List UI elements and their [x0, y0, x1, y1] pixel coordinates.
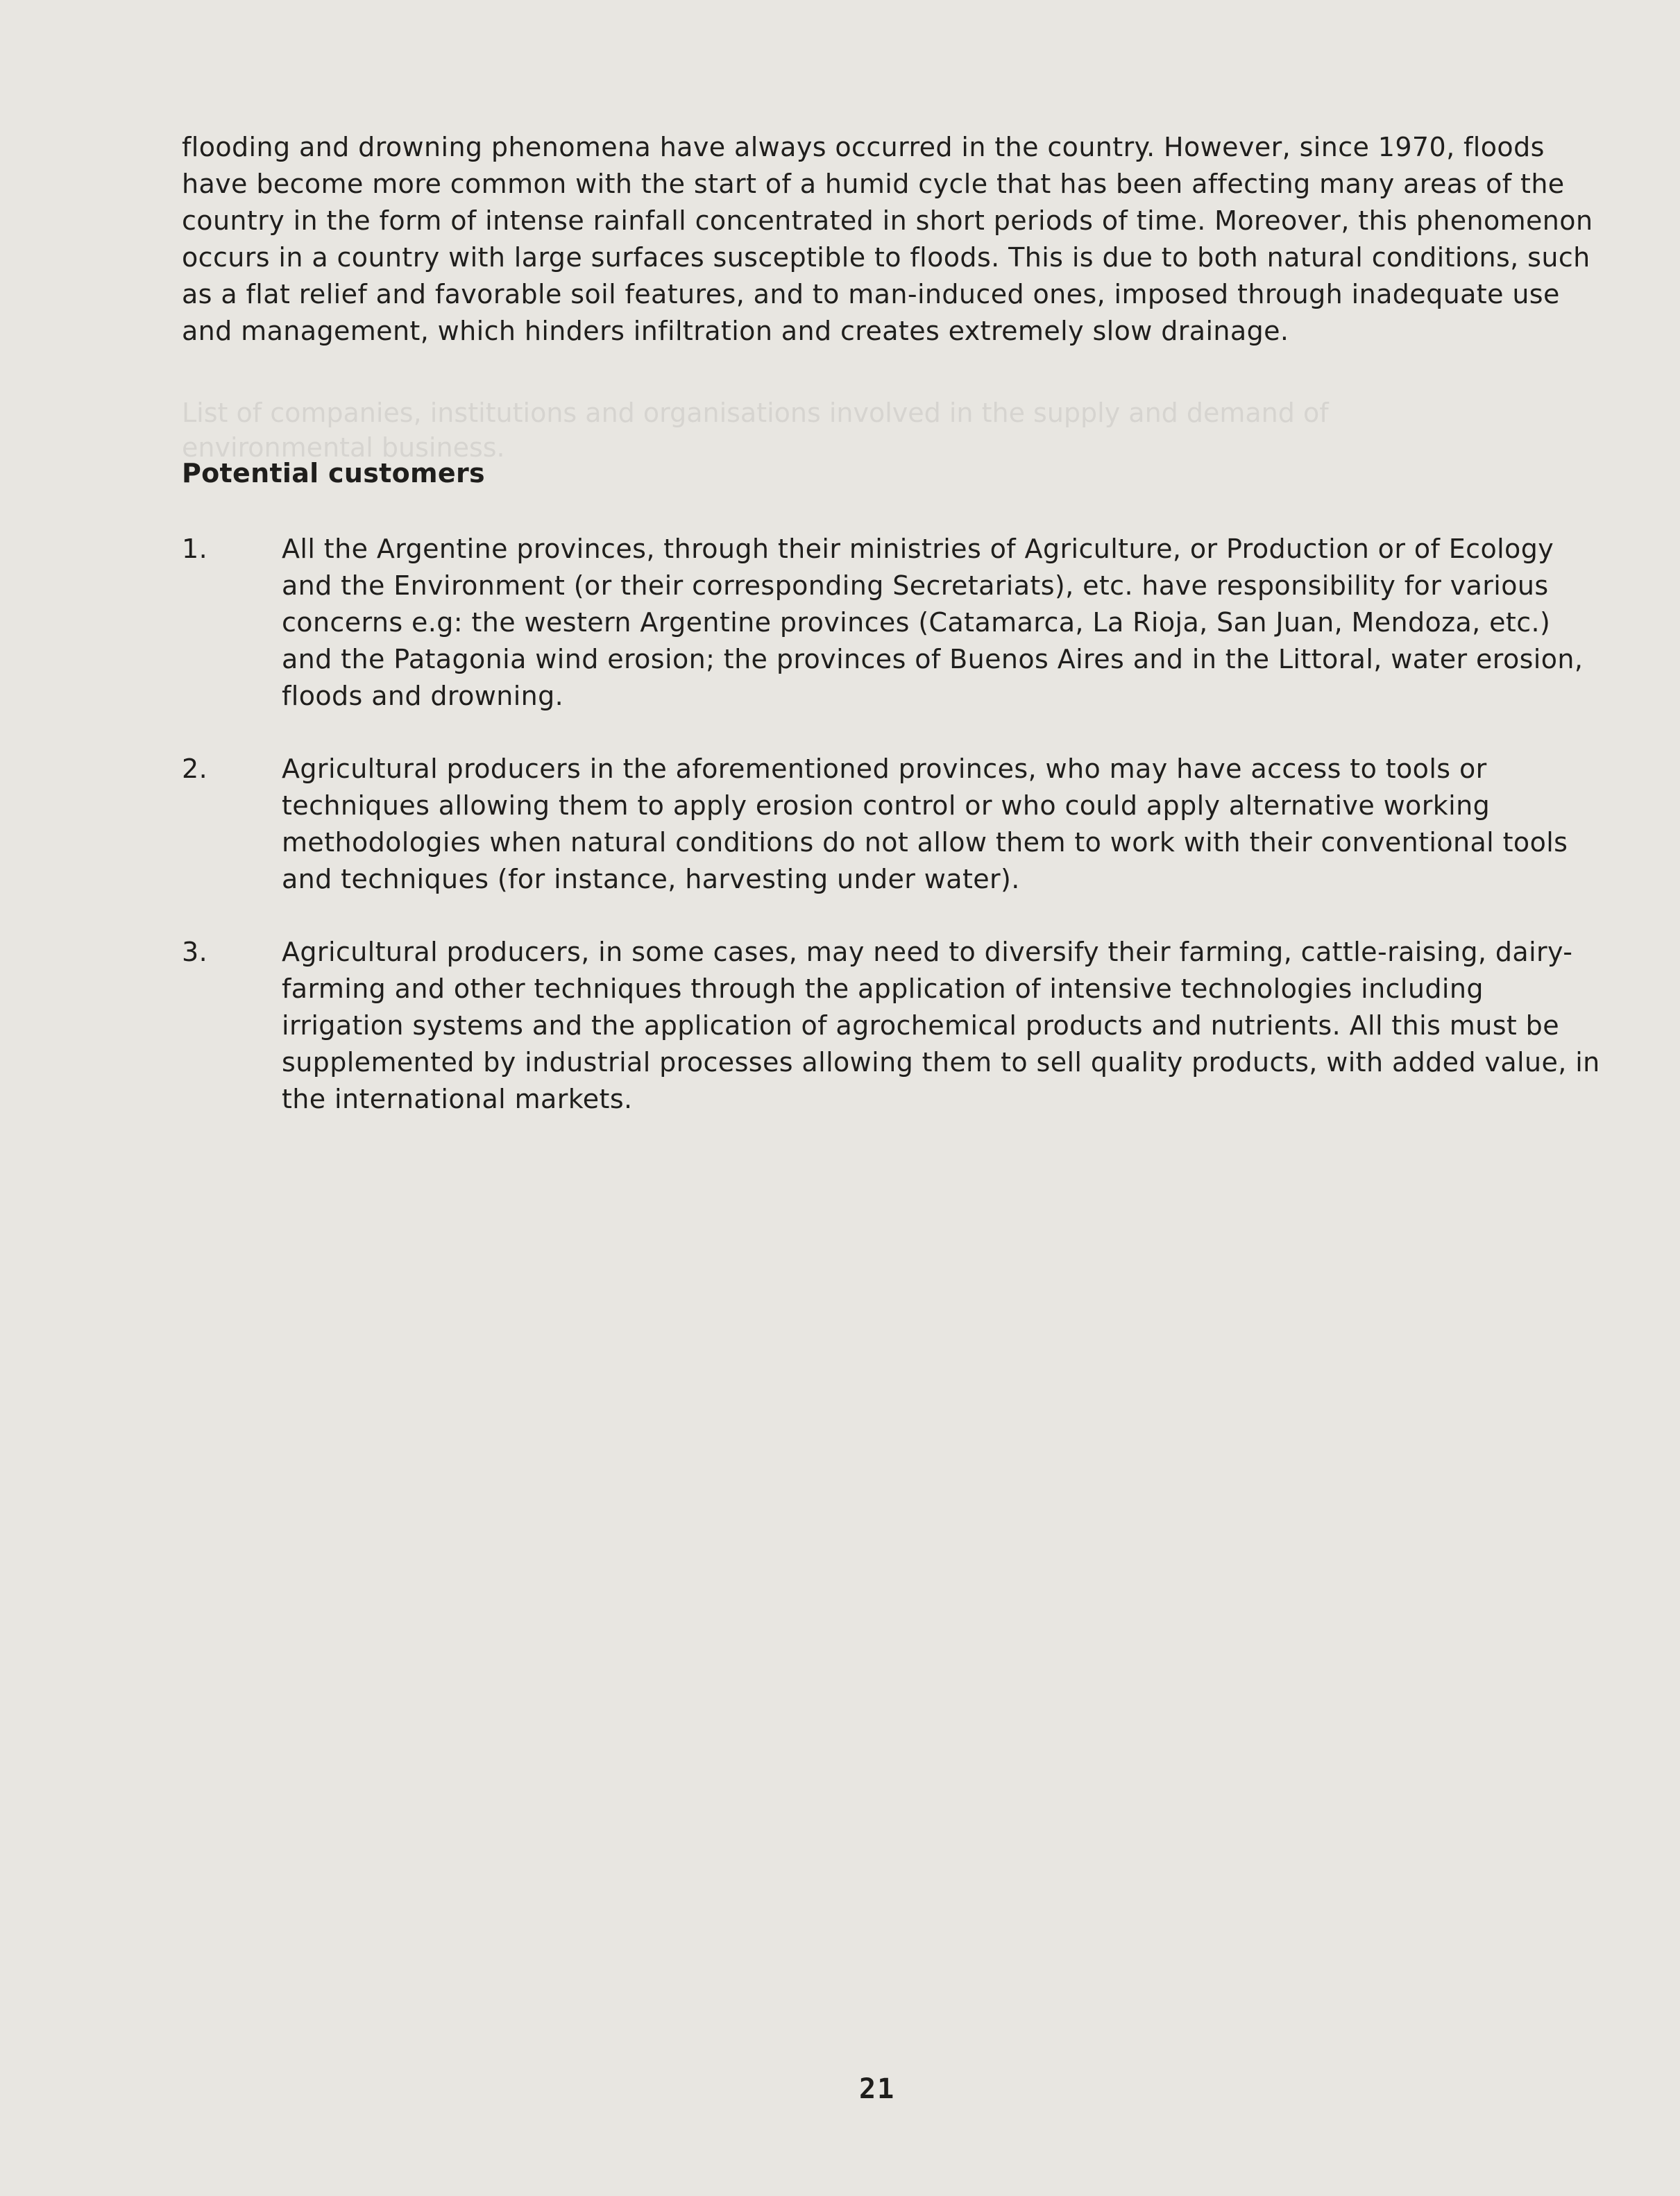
list-item-number: 2.: [182, 754, 208, 784]
list-item-number: 1.: [182, 534, 208, 564]
page-number: 21: [859, 2073, 896, 2105]
section-heading: Potential customers: [182, 458, 485, 488]
list-item-text: All the Argentine provinces, through their ministries of Agriculture, or Production or of Ecology and the Environment (or their corresponding Secretariats), etc. have responsibility for various concerns e.g: the western Argentine provinces (Catamarca, La Rioja, San Juan, Mendoza, etc.) and the Patagonia wind erosion; the provinces of Buenos Aires and in the Littoral, water erosion, floods and drowning.: [282, 534, 1584, 711]
list-item-text: Agricultural producers, in some cases, may need to diversify their farming, cattle-raising, dairy-farming and other techniques through the application of intensive technologies including irrigation systems and the application of agrochemical products and nutrients. All this must be supplemented by industrial processes allowing them to sell quality products, with added value, in the international markets.: [282, 937, 1600, 1114]
list-item: [182, 751, 1604, 898]
list-item-number: 3.: [182, 937, 208, 967]
list-item-text: Agricultural producers in the aforementioned provinces, who may have access to tools or techniques allowing them to apply erosion control or who could apply alternative working methodologies when natural conditions do not allow them to work with their conventional tools and techniques (for instance, harvesting under water).: [282, 754, 1568, 894]
list-item: [182, 934, 1604, 1118]
intro-paragraph: flooding and drowning phenomena have always occurred in the country. However, since 1970, floods have become more common with the start of a humid cycle that has been affecting many areas of the country in the form of intense rainfall concentrated in short periods of time. Moreover, this phenomenon occurs in a country with large surfaces susceptible to floods. This is due to both natural conditions, such as a flat relief and favorable soil features, and to man-induced ones, imposed through inadequate use and management, which hinders infiltration and creates extremely slow drainage.: [182, 132, 1593, 346]
show-through-text: List of companies, institutions and organisations involved in the supply and demand of environmental business.: [182, 398, 1329, 463]
customer-list: [182, 531, 1604, 1154]
list-item: [182, 531, 1604, 715]
